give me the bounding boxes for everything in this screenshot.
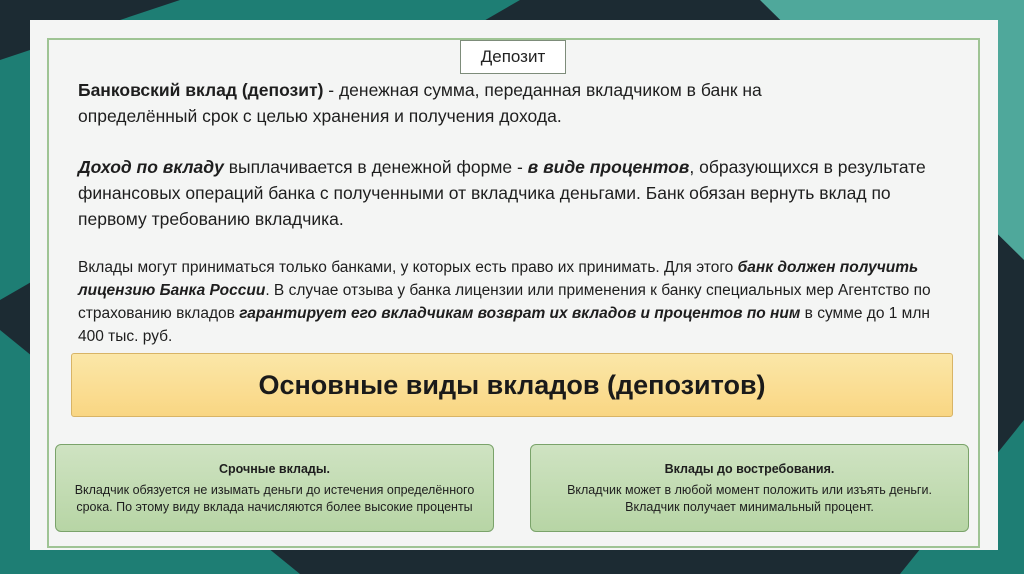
income-text-2: , образующихся в результате финансовых операций банка с полученными от вкладчика деньгами. Банк обязан вернуть вклад по первому требованию вкладчика. xyxy=(78,157,926,229)
income-text-1: выплачивается в денежной форме - xyxy=(223,157,528,177)
slide-title: Депозит xyxy=(460,40,566,74)
license-text-2: . В случае отзыва у банка лицензии или применения к банку специальных мер Агентство по страхованию вкладов xyxy=(78,282,931,322)
income-term: Доход по вкладу xyxy=(78,157,224,177)
income-form: в виде процентов xyxy=(527,157,690,177)
license-text-3: в сумме до 1 млн 400 тыс. руб. xyxy=(78,305,930,345)
definition-paragraph xyxy=(78,77,868,129)
demand-deposit-card xyxy=(530,444,969,532)
term-deposit-card xyxy=(55,444,494,532)
card-title: Срочные вклады. xyxy=(219,461,330,476)
license-emphasis: банк должен получить лицензию Банка России xyxy=(78,259,919,299)
license-text-1: Вклады могут приниматься только банками, у которых есть право их принимать. Для этого xyxy=(78,259,738,276)
income-paragraph xyxy=(78,154,958,232)
definition-text: - денежная сумма, переданная вкладчиком в банк на определённый срок с целью хранения и получения дохода. xyxy=(78,80,762,126)
card-text: Вкладчик обязуется не изымать деньги до истечения определённого срока. По этому виду вклада начисляются более высокие проценты xyxy=(74,482,475,514)
definition-term: Банковский вклад (депозит) xyxy=(78,80,324,100)
deposit-types-banner: Основные виды вкладов (депозитов) xyxy=(71,353,953,417)
guarantee-emphasis: гарантирует его вкладчикам возврат их вкладов и процентов по ним xyxy=(239,305,801,322)
license-paragraph xyxy=(78,256,958,348)
card-title: Вклады до востребования. xyxy=(664,461,835,476)
card-text: Вкладчик может в любой момент положить или изъять деньги. Вкладчик получает минимальный процент. xyxy=(567,482,932,514)
